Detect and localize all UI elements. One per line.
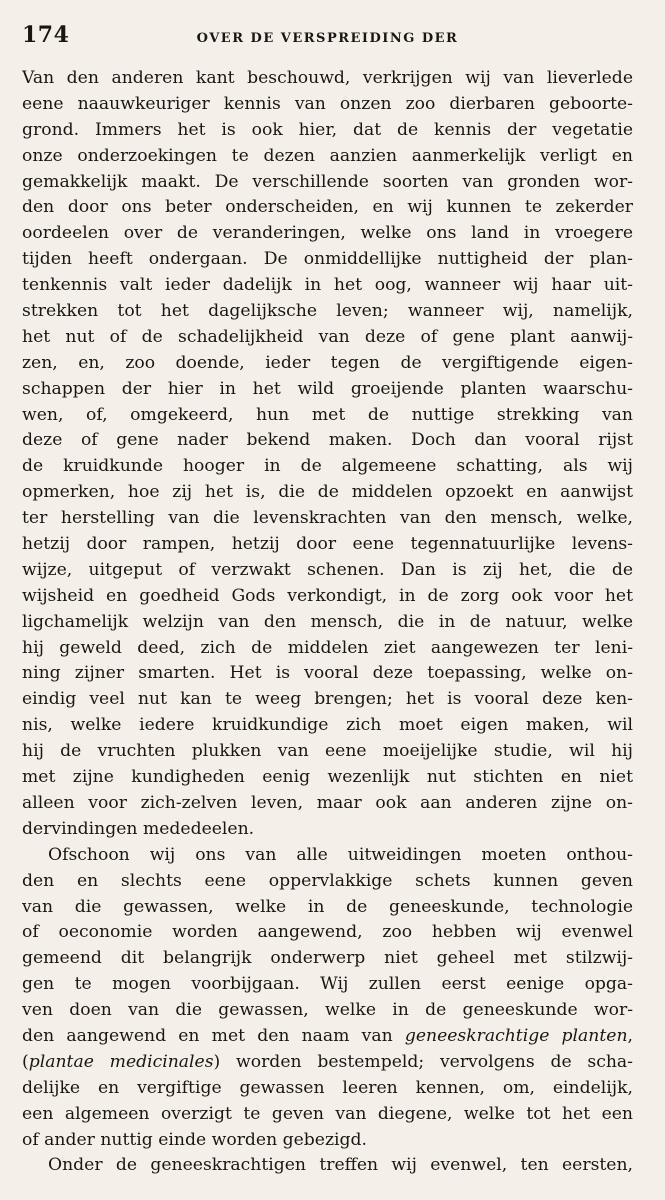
text-run: opmerken, hoe zij het is, die de middelen opzoekt en aanwijst: [22, 482, 633, 503]
text-line: [22, 558, 633, 584]
text-line: [22, 92, 633, 118]
running-head: [22, 22, 633, 62]
text-run: alleen voor zich-zelven leven, maar ook aan anderen zijne on-: [22, 792, 633, 813]
text-line: [22, 998, 633, 1024]
body-text: [22, 66, 633, 1179]
italic-term: geneeskrachtige planten: [404, 1025, 628, 1046]
text-line: [22, 351, 633, 377]
text-run: gen te mogen voorbijgaan. Wij zullen eerst eenige opga-: [22, 974, 633, 995]
text-run: eindig veel nut kan te weeg brengen; het is vooral deze ken-: [22, 689, 633, 710]
text-run: gemeend dit belangrijk onderwerp niet geheel met stilzwij-: [22, 948, 633, 969]
text-run: tijden heeft ondergaan. De onmiddellijke nuttigheid der plan-: [22, 249, 633, 270]
text-line: [22, 1102, 633, 1128]
text-line: [22, 1076, 633, 1102]
text-run: hetzij door rampen, hetzij door eene tegennatuurlijke levens-: [22, 534, 633, 555]
text-line: [22, 403, 633, 429]
text-run: Van den anderen kant beschouwd, verkrijgen wij van lieverlede: [22, 68, 633, 88]
text-line: [22, 377, 633, 403]
text-run: den aangewend en met den naam van: [22, 1025, 405, 1046]
text-line: [22, 118, 633, 144]
text-run: gemakkelijk maakt. De verschillende soorten van gronden wor-: [22, 171, 633, 192]
text-line: [22, 299, 633, 325]
text-run: het nut of de schadelijkheid van deze of gene plant aanwij-: [22, 326, 633, 347]
text-line: [22, 532, 633, 558]
text-line: [22, 636, 633, 662]
text-line: [22, 144, 633, 170]
text-run: wijze, uitgeput of verzwakt schenen. Dan is zij het, die de: [22, 559, 633, 580]
text-run: grond. Immers het is ook hier, dat de kennis der vegetatie: [22, 119, 633, 140]
text-line: [22, 661, 633, 687]
text-run: ter herstelling van die levenskrachten van den mensch, welke,: [22, 508, 633, 529]
text-line: [22, 869, 633, 895]
text-run: of oeconomie worden aangewend, zoo hebben wij evenwel: [22, 922, 633, 943]
text-line: [22, 584, 633, 610]
text-run: ven doen van die gewassen, welke in de geneeskunde wor-: [22, 1000, 633, 1021]
text-line: [22, 972, 633, 998]
text-line: [22, 713, 633, 739]
text-line: [22, 454, 633, 480]
text-line: [22, 1024, 633, 1050]
text-run: Ofschoon wij ons van alle uitweidingen moeten onthou-: [48, 844, 633, 865]
text-run: hij de vruchten plukken van eene moeijelijke studie, wil hij: [22, 741, 633, 762]
text-run: ,: [627, 1025, 633, 1046]
text-line: [22, 273, 633, 299]
text-run: ) worden bestempeld; vervolgens de scha-: [213, 1051, 633, 1072]
text-line: [22, 480, 633, 506]
text-line: [22, 66, 633, 92]
text-line: [22, 195, 633, 221]
running-title: OVER DE VERSPREIDING DER: [196, 31, 459, 46]
text-run: oordeelen over de veranderingen, welke ons land in vroegere: [22, 223, 633, 244]
text-run: Onder de geneeskrachtigen treffen wij evenwel, ten eersten,: [48, 1155, 633, 1176]
text-line: [22, 843, 633, 869]
text-run: tenkennis valt ieder dadelijk in het oog, wanneer wij haar uit-: [22, 275, 633, 296]
text-run: met zijne kundigheden eenig wezenlijk nut stichten en niet: [22, 767, 633, 788]
text-run: van die gewassen, welke in de geneeskunde, technologie: [22, 896, 633, 917]
text-run: ligchamelijk welzijn van den mensch, die in de natuur, welke: [22, 611, 633, 632]
text-run: wen, of, omgekeerd, hun met de nuttige strekking van: [22, 404, 633, 425]
page-number: 174: [22, 22, 70, 48]
text-line: [22, 170, 633, 196]
text-run: nis, welke iedere kruidkundige zich moet eigen maken, wil: [22, 715, 633, 736]
text-line: [22, 247, 633, 273]
text-run: den door ons beter onderscheiden, en wij kunnen te zekerder: [22, 197, 633, 218]
italic-term: plantae medicinales: [28, 1051, 214, 1072]
text-run: een algemeen overzigt te geven van diegene, welke tot het een: [22, 1103, 633, 1124]
text-run: den en slechts eene oppervlakkige schets kunnen geven: [22, 870, 633, 891]
text-line: [22, 428, 633, 454]
text-line: [22, 1128, 633, 1154]
text-run: de kruidkunde hooger in de algemeene schatting, als wij: [22, 456, 633, 477]
text-line: [22, 687, 633, 713]
text-line: [22, 946, 633, 972]
text-run: eene naauwkeuriger kennis van onzen zoo dierbaren geboorte-: [22, 93, 633, 114]
text-run: delijke en vergiftige gewassen leeren kennen, om, eindelijk,: [22, 1077, 633, 1098]
text-run: deze of gene nader bekend maken. Doch dan vooral rijst: [22, 430, 633, 451]
text-line: [22, 610, 633, 636]
text-run: hij geweld deed, zich de middelen ziet aangewezen ter leni-: [22, 637, 633, 658]
text-run: strekken tot het dagelijksche leven; wanneer wij, namelijk,: [22, 301, 633, 322]
text-run: dervindingen mededeelen.: [22, 818, 255, 839]
text-run: (: [22, 1051, 29, 1072]
text-line: [22, 506, 633, 532]
text-run: wijsheid en goedheid Gods verkondigt, in de zorg ook voor het: [22, 585, 633, 606]
text-line: [22, 221, 633, 247]
text-run: schappen der hier in het wild groeijende planten waarschu-: [22, 378, 633, 399]
text-run: ning zijner smarten. Het is vooral deze toepassing, welke on-: [22, 663, 633, 684]
text-line: [22, 791, 633, 817]
text-run: zen, en, zoo doende, ieder tegen de vergiftigende eigen-: [22, 352, 633, 373]
text-line: [22, 1153, 633, 1179]
text-line: [22, 325, 633, 351]
text-run: onze onderzoekingen te dezen aanzien aanmerkelijk verligt en: [22, 145, 633, 166]
text-line: [22, 817, 633, 843]
text-line: [22, 895, 633, 921]
text-run: of ander nuttig einde worden gebezigd.: [22, 1129, 367, 1150]
text-line: [22, 739, 633, 765]
text-line: [22, 920, 633, 946]
text-line: [22, 765, 633, 791]
text-line: [22, 1050, 633, 1076]
